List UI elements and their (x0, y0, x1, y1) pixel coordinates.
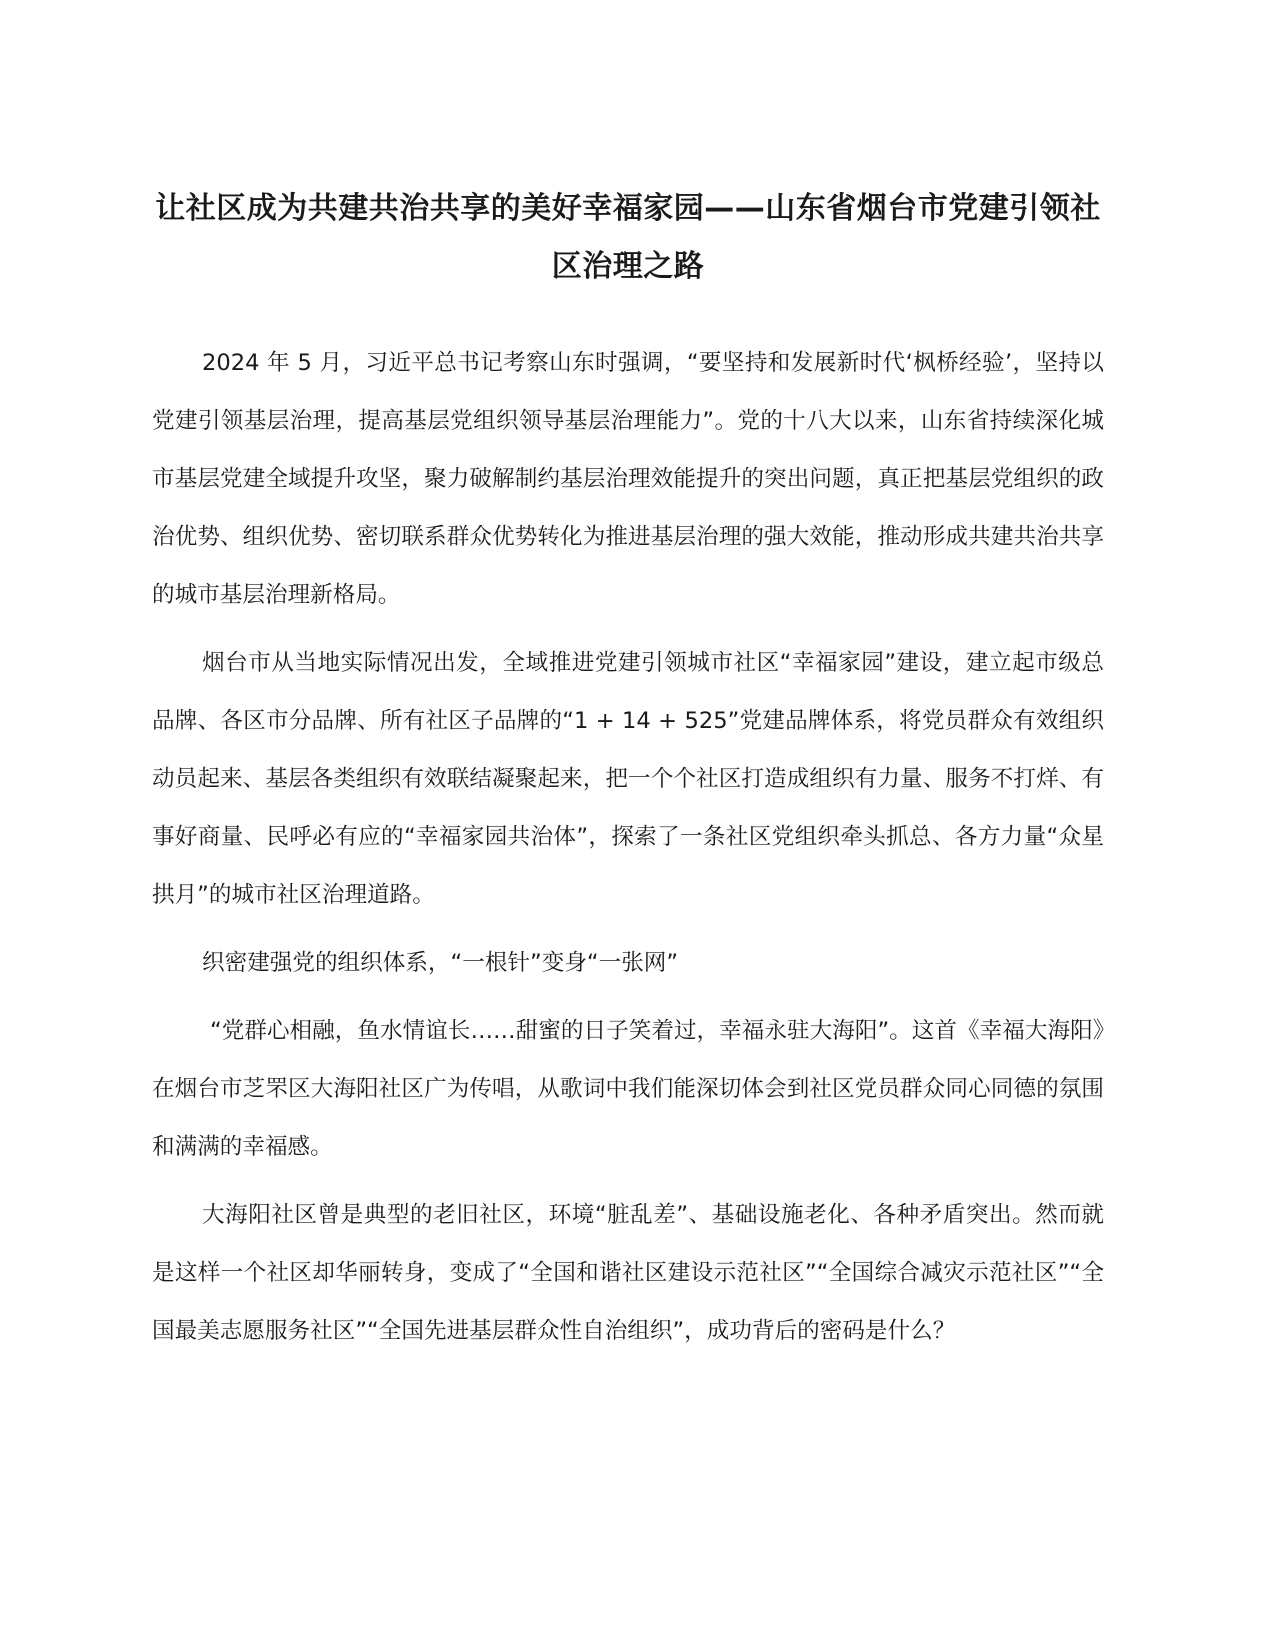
section-heading: 织密建强党的组织体系，“一根针”变身“一张网” (202, 950, 679, 976)
paragraph-yantai: 烟台市从当地实际情况出发，全域推进党建引领城市社区“幸福家园”建设，建立起市级总品牌、各区市分品牌、所有社区子品牌的“1 + 14 + 525”党建品牌体系，将党员群众有效组织动员起来、基层各类组织有效联结凝聚起来，把一个个社区打造成组织有力量、服务不打烊、有事好商量、民呼必有应的“幸福家园共治体”，探索了一条社区党组织牵头抓总、各方力量“众星拱月”的城市社区治理道路。 (152, 650, 1104, 908)
paragraph-intro: 2024 年 5 月，习近平总书记考察山东时强调，“要坚持和发展新时代‘枫桥经验’，坚持以党建引领基层治理，提高基层党组织领导基层治理能力”。党的十八大以来，山东省持续深化城市基层党建全域提升攻坚，聚力破解制约基层治理效能提升的突出问题，真正把基层党组织的政治优势、组织优势、密切联系群众优势转化为推进基层治理的强大效能，推动形成共建共治共享的城市基层治理新格局。 (152, 350, 1104, 608)
paragraph-dahaiyang: 大海阳社区曾是典型的老旧社区，环境“脏乱差”、基础设施老化、各种矛盾突出。然而就是这样一个社区却华丽转身，变成了“全国和谐社区建设示范社区”“全国综合减灾示范社区”“全国最美志愿服务社区”“全国先进基层群众性自治组织”，成功背后的密码是什么？ (152, 1202, 1104, 1344)
document-title: 让社区成为共建共治共享的美好幸福家园——山东省烟台市党建引领社区治理之路 (155, 191, 1101, 284)
paragraph-song: “党群心相融，鱼水情谊长……甜蜜的日子笑着过，幸福永驻大海阳”。这首《幸福大海阳》在烟台市芝罘区大海阳社区广为传唱，从歌词中我们能深切体会到社区党员群众同心同德的氛围和满满的幸福感。 (152, 1018, 1104, 1160)
document-page (152, 180, 1104, 1370)
